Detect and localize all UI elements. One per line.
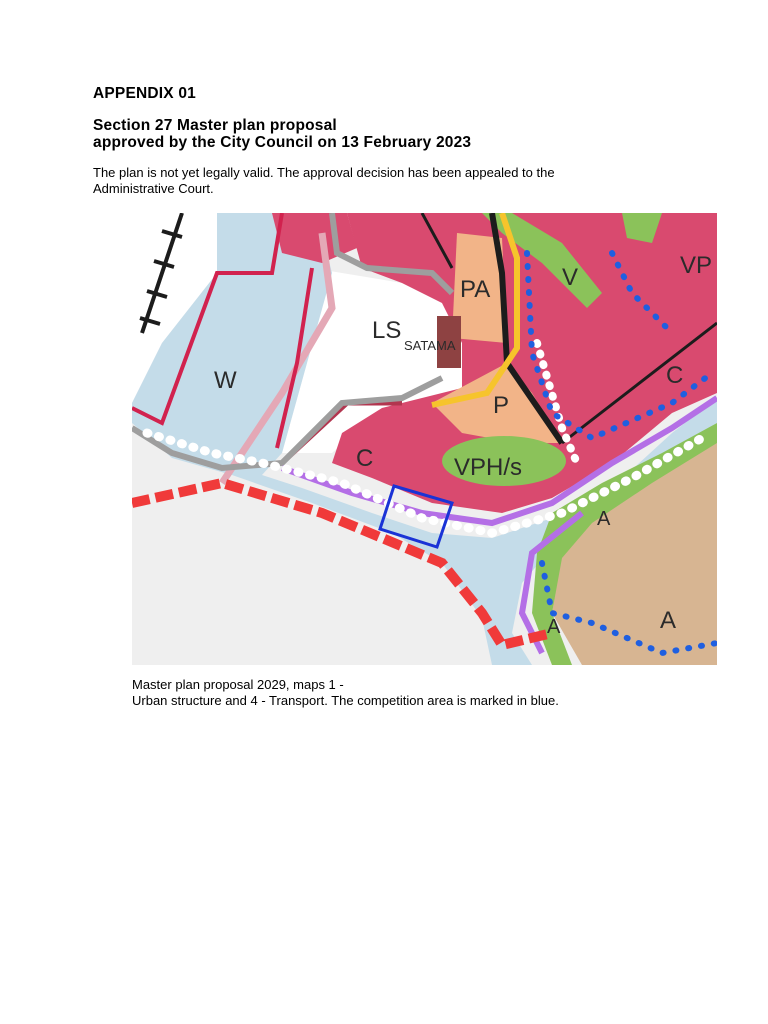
- label-a-lower: A: [547, 616, 561, 638]
- legal-status-note: The plan is not yet legally valid. The approval decision has been appealed to the Administrative Court.: [93, 165, 555, 196]
- label-c-center: C: [356, 445, 374, 472]
- caption-line-2: Urban structure and 4 - Transport. The competition area is marked in blue.: [132, 693, 559, 708]
- label-vp: VP: [680, 252, 713, 279]
- map-caption: [132, 677, 559, 709]
- master-plan-map: [132, 213, 717, 665]
- caption-line-1: Master plan proposal 2029, maps 1 -: [132, 677, 344, 692]
- map-image: [132, 213, 717, 665]
- label-vph: VPH/s: [454, 454, 523, 481]
- label-satama: SATAMA: [404, 338, 456, 353]
- label-c-right: C: [666, 362, 684, 389]
- label-ls: LS: [372, 317, 402, 344]
- label-a-small: A: [597, 508, 611, 530]
- label-p: P: [493, 392, 510, 419]
- label-w: W: [214, 367, 237, 394]
- label-pa: PA: [460, 276, 491, 303]
- label-a-large: A: [660, 607, 677, 634]
- section-title-line-1: Section 27 Master plan proposal: [93, 117, 337, 134]
- section-title-line-2: approved by the City Council on 13 February 2023: [93, 134, 472, 151]
- appendix-heading: APPENDIX 01: [93, 85, 196, 102]
- label-v: V: [562, 264, 579, 291]
- section-title: [93, 117, 471, 151]
